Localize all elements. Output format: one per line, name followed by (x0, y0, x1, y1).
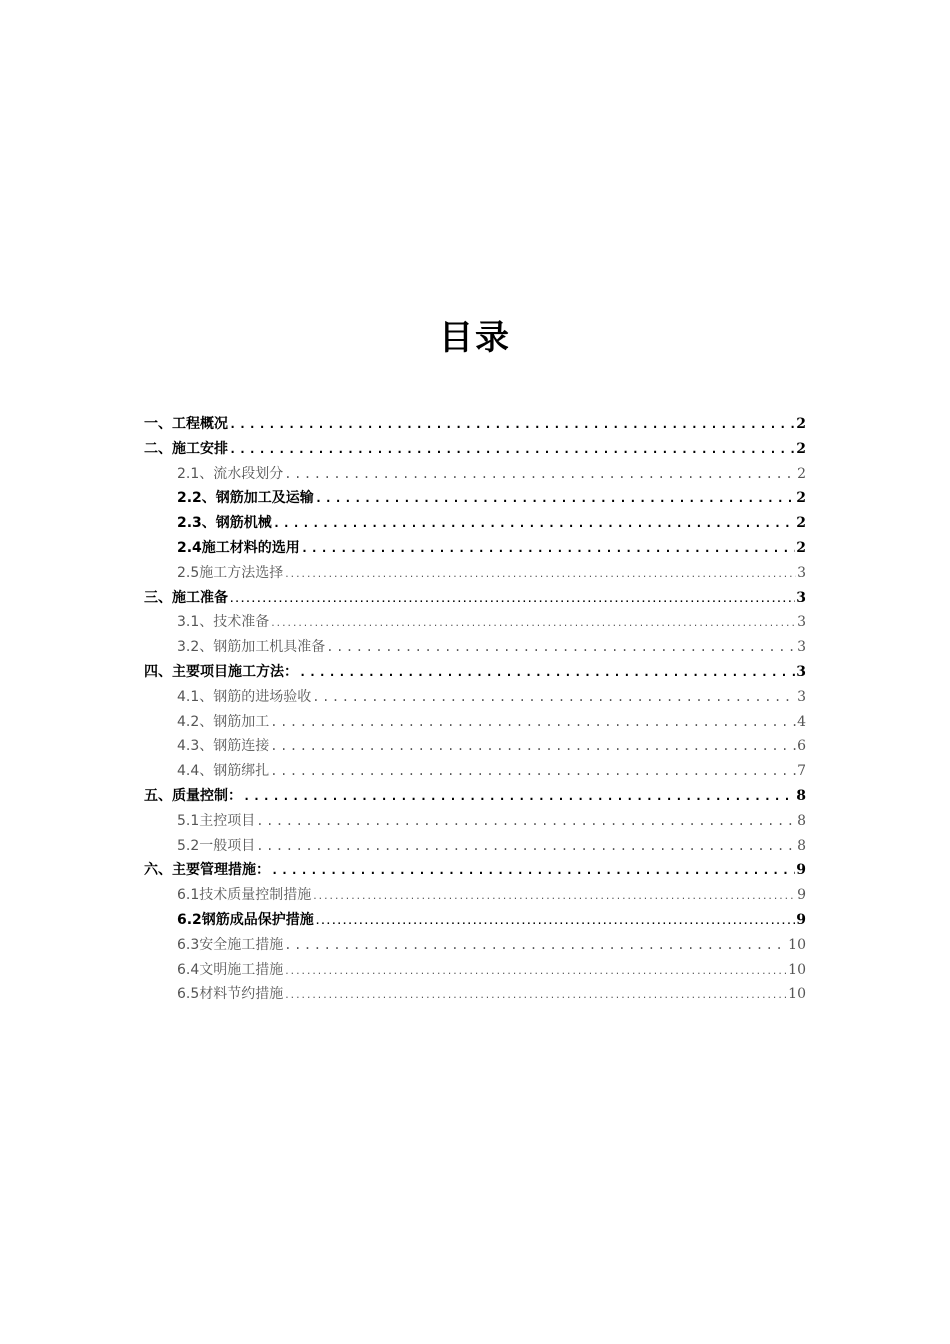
toc-entry-page-number: 2 (797, 465, 806, 482)
toc-entry-label: 5.1主控项目 (177, 812, 256, 829)
toc-entry-page-number: 10 (788, 986, 806, 1003)
toc-entry-label: 2.2、钢筋加工及运输 (177, 490, 314, 507)
toc-entry[interactable] (177, 982, 806, 1007)
toc-entry-label: 2.5施工方法选择 (177, 564, 284, 581)
toc-entry[interactable] (177, 908, 806, 933)
toc-entry-label: 3.1、技术准备 (177, 614, 270, 631)
toc-entry-page-number: 6 (797, 738, 806, 755)
toc-entry-page-number: 8 (797, 812, 806, 829)
toc-entry-page-number: 9 (796, 911, 806, 928)
toc-dot-leader (299, 660, 795, 685)
toc-entry[interactable] (177, 462, 806, 487)
toc-entry-label: 五、质量控制： (144, 787, 242, 804)
toc-entry[interactable] (144, 858, 806, 883)
toc-entry[interactable] (177, 511, 806, 536)
toc-entry-page-number: 2 (796, 416, 806, 432)
toc-entry-label: 6.3安全施工措施 (177, 936, 284, 953)
toc-entry[interactable] (144, 586, 806, 611)
toc-entry-label: 6.4文明施工措施 (177, 961, 284, 978)
toc-dot-leader (315, 910, 795, 935)
toc-entry[interactable] (177, 561, 806, 586)
toc-entry-label: 4.1、钢筋的进场验收 (177, 688, 312, 705)
toc-entry[interactable] (177, 685, 806, 710)
toc-entry[interactable] (144, 660, 806, 685)
toc-entry-label: 2.3、钢筋机械 (177, 515, 272, 532)
toc-entry[interactable] (177, 958, 806, 983)
toc-entry-page-number: 2 (796, 490, 806, 507)
toc-entry[interactable] (177, 834, 806, 859)
table-of-contents (0, 412, 950, 1007)
toc-entry-label: 4.3、钢筋连接 (177, 738, 270, 755)
toc-entry-label: 6.1技术质量控制措施 (177, 887, 312, 904)
toc-dot-leader (315, 486, 795, 511)
toc-entry-page-number: 2 (796, 440, 806, 457)
toc-entry-label: 六、主要管理措施： (144, 862, 270, 879)
toc-entry-label: 5.2一般项目 (177, 837, 256, 854)
toc-entry-page-number: 3 (796, 589, 806, 606)
toc-entry[interactable] (144, 784, 806, 809)
toc-entry[interactable] (177, 710, 806, 735)
toc-dot-leader (243, 784, 795, 809)
toc-dot-leader (312, 685, 796, 710)
toc-dot-leader (270, 734, 796, 759)
toc-dot-leader (326, 635, 796, 660)
toc-entry-label: 三、施工准备 (144, 589, 228, 606)
toc-entry-label: 2.1、流水段划分 (177, 465, 284, 482)
toc-entry-label: 6.5材料节约措施 (177, 986, 284, 1003)
toc-dot-leader (273, 511, 795, 536)
toc-dot-leader (301, 536, 795, 561)
toc-entry-page-number: 10 (788, 961, 806, 978)
toc-entry-label: 6.2钢筋成品保护措施 (177, 911, 314, 928)
toc-entry[interactable] (177, 734, 806, 759)
toc-entry-label: 四、主要项目施工方法： (144, 663, 298, 680)
toc-entry[interactable] (177, 759, 806, 784)
toc-entry-page-number: 7 (797, 763, 806, 780)
toc-entry[interactable] (144, 437, 806, 462)
toc-entry[interactable] (177, 635, 806, 660)
toc-entry[interactable] (177, 883, 806, 908)
toc-entry[interactable] (177, 933, 806, 958)
toc-entry[interactable] (177, 610, 806, 635)
toc-dot-leader (271, 858, 795, 883)
toc-entry[interactable] (177, 536, 806, 561)
toc-entry-label: 一、工程概况 (144, 416, 228, 432)
toc-dot-leader (284, 933, 787, 958)
toc-entry[interactable] (177, 809, 806, 834)
toc-dot-leader (284, 960, 787, 985)
toc-entry-page-number: 4 (797, 713, 806, 730)
toc-title: 目录 (439, 318, 511, 358)
toc-entry-label: 3.2、钢筋加工机具准备 (177, 639, 326, 656)
toc-entry-page-number: 8 (797, 837, 806, 854)
toc-dot-leader (284, 462, 796, 487)
toc-entry-page-number: 3 (797, 564, 806, 581)
toc-entry-label: 4.4、钢筋绑扎 (177, 763, 270, 780)
toc-entry-page-number: 10 (788, 936, 806, 953)
toc-dot-leader (229, 588, 795, 613)
toc-entry-page-number: 9 (796, 862, 806, 879)
toc-entry-page-number: 3 (797, 688, 806, 705)
toc-dot-leader (284, 563, 796, 588)
toc-entry-page-number: 3 (796, 663, 806, 680)
toc-entry-label: 4.2、钢筋加工 (177, 713, 270, 730)
toc-entry-page-number: 8 (796, 787, 806, 804)
toc-entry-label: 2.4施工材料的选用 (177, 539, 300, 556)
toc-dot-leader (270, 612, 796, 637)
toc-entry-page-number: 2 (796, 539, 806, 556)
toc-entry-page-number: 3 (797, 614, 806, 631)
toc-dot-leader (312, 885, 796, 910)
toc-dot-leader (270, 710, 796, 735)
toc-dot-leader (270, 759, 796, 784)
toc-entry[interactable] (177, 486, 806, 511)
toc-entry-page-number: 9 (797, 887, 806, 904)
toc-entry-page-number: 2 (796, 515, 806, 532)
toc-dot-leader (256, 834, 796, 859)
toc-dot-leader (256, 809, 796, 834)
toc-dot-leader (229, 437, 795, 462)
toc-entry-page-number: 3 (797, 639, 806, 656)
toc-dot-leader (284, 984, 787, 1009)
toc-entry-label: 二、施工安排 (144, 440, 228, 457)
toc-dot-leader (229, 412, 795, 437)
toc-entry[interactable] (144, 412, 806, 437)
